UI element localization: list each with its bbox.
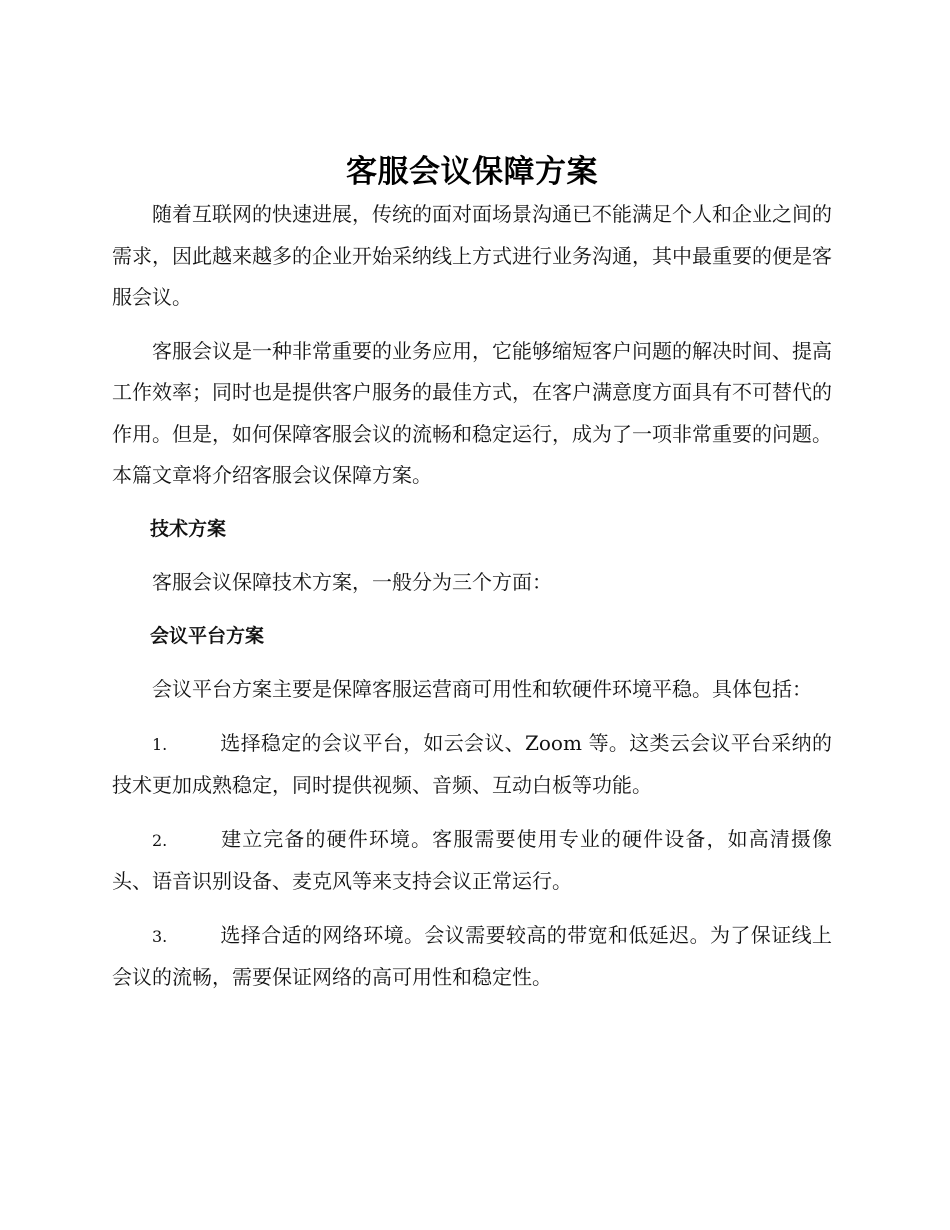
section-text-tech: 客服会议保障技术方案，一般分为三个方面： [152, 570, 552, 594]
intro-paragraph-2: 客服会议是一种非常重要的业务应用，它能够缩短客户问题的解决时间、提高工作效率；同时也是提供客户服务的最佳方式，在客户满意度方面具有不可替代的作用。但是，如何保障客服会议的流畅和稳定运行，成为了一项非常重要的问题。本篇文章将介绍客服会议保障方案。 [112, 338, 832, 487]
list-number: 3. [152, 926, 168, 946]
section-text-platform: 会议平台方案主要是保障客服运营商可用性和软硬件环境平稳。具体包括： [152, 677, 812, 701]
list-item [112, 819, 832, 903]
list-item [112, 915, 832, 999]
section-heading-tech: 技术方案 [150, 517, 227, 540]
list-item-text: 选择合适的网络环境。会议需要较高的带宽和低延迟。为了保证线上会议的流畅，需要保证网络的高可用性和稳定性。 [112, 922, 832, 989]
list-item [112, 723, 832, 807]
list-number: 2. [152, 830, 168, 850]
intro-paragraph-1: 随着互联网的快速进展，传统的面对面场景沟通已不能满足个人和企业之间的需求，因此越来越多的企业开始采纳线上方式进行业务沟通，其中最重要的便是客服会议。 [112, 202, 832, 309]
document-page [112, 150, 832, 1011]
list-item-text: 选择稳定的会议平台，如云会议、Zoom 等。这类云会议平台采纳的技术更加成熟稳定，同时提供视频、音频、互动白板等功能。 [112, 730, 832, 797]
list-number: 1. [152, 734, 168, 754]
list-item-text: 建立完备的硬件环境。客服需要使用专业的硬件设备，如高清摄像头、语音识别设备、麦克风等来支持会议正常运行。 [112, 826, 832, 893]
section-heading-platform: 会议平台方案 [150, 624, 265, 647]
document-title: 客服会议保障方案 [346, 154, 598, 190]
